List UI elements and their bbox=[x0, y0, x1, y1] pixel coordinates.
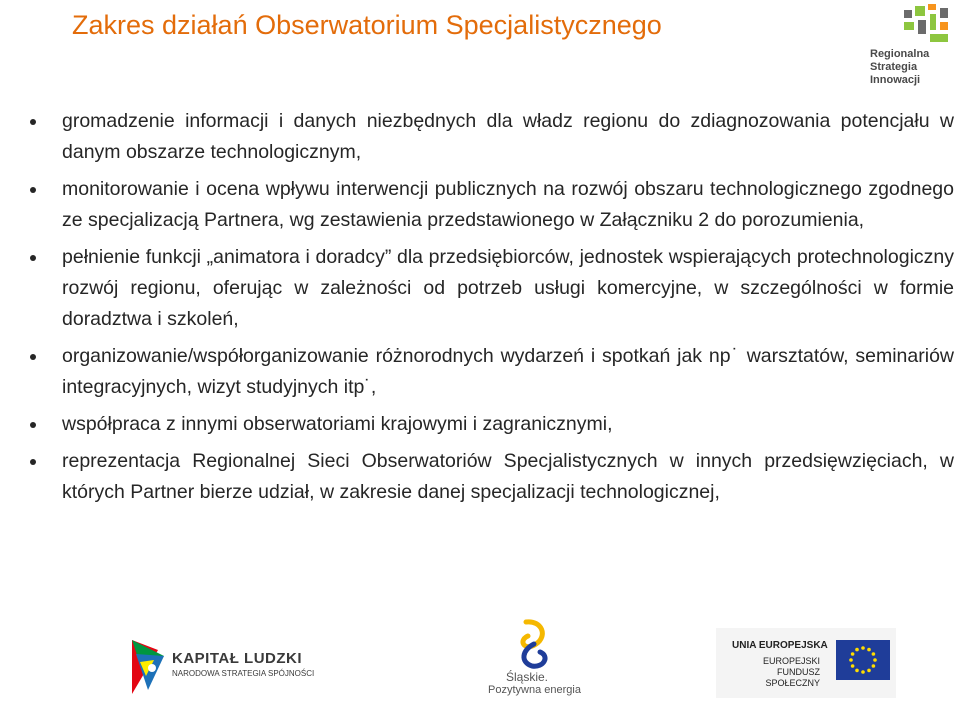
list-item bbox=[30, 242, 954, 335]
slaskie-name: Śląskie. bbox=[506, 670, 549, 684]
kapital-ludzki-text bbox=[172, 650, 314, 678]
bullet-list bbox=[30, 106, 954, 514]
eu-flag-icon bbox=[836, 640, 890, 680]
list-item-text: gromadzenie informacji i danych niezbędnych dla władz regionu do zdiagnozowania potencjału w danym obszarze technologicznym, bbox=[62, 110, 954, 163]
list-item bbox=[30, 106, 954, 168]
list-item-text: współpraca z innymi obserwatoriami krajowymi i zagranicznymi, bbox=[62, 413, 613, 435]
list-item-text: reprezentacja Regionalnej Sieci Obserwatoriów Specjalistycznych w innych przedsięwzięciach, w których Partner bierze udział, w zakresie danej specjalizacji technologicznej, bbox=[62, 450, 954, 503]
kapital-ludzki-subtitle: NARODOWA STRATEGIA SPÓJNOŚCI bbox=[172, 669, 315, 678]
kapital-ludzki-logo bbox=[126, 636, 326, 696]
slaskie-swirl-icon bbox=[478, 618, 588, 670]
eu-fund-line: FUNDUSZ SPOŁECZNY bbox=[765, 667, 820, 688]
slaskie-logo bbox=[478, 618, 588, 700]
bullet-icon bbox=[30, 459, 36, 465]
kapital-ludzki-emblem-icon bbox=[126, 636, 170, 696]
list-item-text: monitorowanie i ocena wpływu interwencji publicznych na rozwój obszaru technologicznego zgodnego ze specjalizacją Partnera, wg zestawienia przedstawionego w Załączniku 2 do porozumienia, bbox=[62, 178, 954, 231]
rsi-line: Regionalna bbox=[870, 48, 930, 60]
rsi-logo bbox=[864, 4, 956, 94]
rsi-logo-text bbox=[870, 48, 950, 87]
kapital-ludzki-title: KAPITAŁ LUDZKI bbox=[172, 650, 303, 667]
rsi-mark-icon bbox=[902, 4, 952, 48]
rsi-line: Innowacji bbox=[870, 74, 921, 86]
slide-title: Zakres działań Obserwatorium Specjalistycznego bbox=[72, 10, 662, 40]
slaskie-slogan: Pozytywna energia bbox=[488, 684, 581, 696]
bullet-icon bbox=[30, 119, 36, 125]
list-item-text: organizowanie/współorganizowanie różnorodnych wydarzeń i spotkań jak np˙ warsztatów, seminariów integracyjnych, wizyt studyjnych itp˙, bbox=[62, 345, 954, 398]
list-item bbox=[30, 174, 954, 236]
list-item bbox=[30, 446, 954, 508]
eu-fund-line: EUROPEJSKI bbox=[762, 656, 820, 666]
list-item-text: pełnienie funkcji „animatora i doradcy” dla przedsiębiorców, jednostek wspierających protechnologiczny rozwój regionu, oferując w zależności od potrzeb usługi komercyjne, w szczególności w formie doradztwa i szkoleń, bbox=[62, 246, 954, 330]
list-item bbox=[30, 409, 954, 440]
eu-logo bbox=[716, 628, 896, 698]
bullet-icon bbox=[30, 422, 36, 428]
bullet-icon bbox=[30, 354, 36, 360]
rsi-line: Strategia bbox=[870, 61, 918, 73]
bullet-icon bbox=[30, 255, 36, 261]
eu-fund-text bbox=[734, 656, 820, 689]
bullet-icon bbox=[30, 187, 36, 193]
eu-title: UNIA EUROPEJSKA bbox=[732, 640, 828, 651]
list-item bbox=[30, 341, 954, 403]
